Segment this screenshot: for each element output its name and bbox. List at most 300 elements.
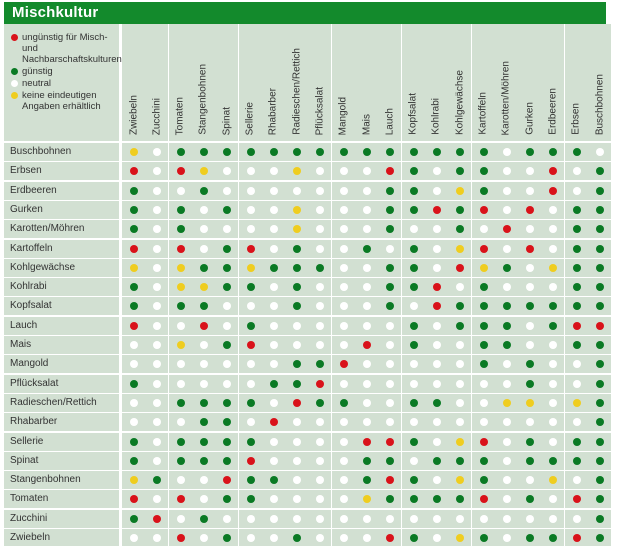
table-cell [495,336,518,354]
table-cell [518,452,541,470]
green-dot-icon [270,264,278,272]
table-cell [122,143,145,161]
table-cell [215,182,238,200]
table-cell [332,490,355,508]
column-header [495,24,518,141]
table-cell [192,452,215,470]
green-dot-icon [596,264,604,272]
table-cell [541,394,564,412]
white-dot-icon [316,438,324,446]
green-dot-icon [247,148,255,156]
table-cell [402,182,425,200]
table-cell [145,317,168,335]
table-cell [355,490,378,508]
column-header-label: Zwiebeln [128,94,139,135]
table-cell [448,297,471,315]
table-cell [239,355,262,373]
table-cell [215,375,238,393]
green-dot-icon [223,534,231,542]
table-cell [262,471,285,489]
table-cell [472,143,495,161]
green-dot-icon [410,476,418,484]
white-dot-icon [316,206,324,214]
table-cell [215,471,238,489]
green-dot-icon [177,457,185,465]
table-cell [402,220,425,238]
table-cell [448,278,471,296]
white-dot-icon [433,476,441,484]
table-cell [145,375,168,393]
table-cell [425,278,448,296]
table-cell [308,162,331,180]
table-cell [308,297,331,315]
table-cell [215,317,238,335]
white-dot-icon [316,302,324,310]
green-dot-icon [410,495,418,503]
table-cell [588,297,611,315]
table-cell [588,317,611,335]
table-cell [215,433,238,451]
column-header-label: Tomaten [174,96,186,135]
table-cell [425,452,448,470]
green-dot-icon [200,457,208,465]
green-dot-icon [596,418,604,426]
white-dot-icon [200,534,208,542]
white-dot-icon [223,167,231,175]
white-dot-icon [153,225,161,233]
green-dot-icon [480,187,488,195]
white-dot-icon [130,399,138,407]
green-dot-icon [177,148,185,156]
white-dot-icon [340,457,348,465]
yellow-dot-icon [293,167,301,175]
white-dot-icon [340,187,348,195]
white-dot-icon [363,515,371,523]
table-cell [378,259,401,277]
white-dot-icon [223,225,231,233]
white-dot-icon [247,380,255,388]
white-dot-icon [503,534,511,542]
red-dot-icon [433,206,441,214]
table-cell [285,259,308,277]
table-cell [588,490,611,508]
green-dot-icon [363,476,371,484]
table-cell [332,433,355,451]
table-cell [402,259,425,277]
table-cell [332,182,355,200]
table-cell [262,490,285,508]
white-dot-icon [549,380,557,388]
table-cell [262,259,285,277]
table-cell [122,510,145,528]
green-dot-icon [247,322,255,330]
green-dot-icon [386,283,394,291]
table-cell [285,375,308,393]
table-cell [308,143,331,161]
white-dot-icon [200,360,208,368]
red-dot-icon [130,322,138,330]
table-cell [425,182,448,200]
table-cell [472,529,495,546]
white-dot-icon [153,380,161,388]
table-cell [518,240,541,258]
white-dot-icon [316,167,324,175]
table-cell [378,143,401,161]
white-dot-icon [549,341,557,349]
table-cell [308,413,331,431]
table-cell [448,375,471,393]
red-dot-icon [573,322,581,330]
table-cell [122,471,145,489]
table-cell [169,394,192,412]
green-dot-icon [200,399,208,407]
table-cell [308,375,331,393]
column-header-label: Mangold [337,96,349,135]
table-cell [239,336,262,354]
table-cell [588,259,611,277]
table-cell [541,452,564,470]
table-cell [541,375,564,393]
table-cell [308,317,331,335]
table-cell [169,375,192,393]
green-dot-icon [433,495,441,503]
table-cell [425,317,448,335]
table-cell [448,201,471,219]
green-dot-icon [223,264,231,272]
table-cell [308,471,331,489]
white-dot-icon [433,515,441,523]
white-dot-icon [247,534,255,542]
table-cell [518,220,541,238]
white-dot-icon [549,515,557,523]
table-cell [565,259,588,277]
red-dot-icon [316,380,324,388]
table-cell [472,355,495,373]
white-dot-icon [386,341,394,349]
red-dot-icon [573,495,581,503]
green-dot-icon [270,380,278,388]
table-cell [122,336,145,354]
white-dot-icon [433,380,441,388]
white-dot-icon [526,187,534,195]
column-header [472,24,495,141]
white-dot-icon [526,515,534,523]
white-dot-icon [153,206,161,214]
table-cell [145,220,168,238]
table-cell [355,510,378,528]
table-cell [565,413,588,431]
table-cell [402,529,425,546]
table-cell [378,355,401,373]
table-cell [355,201,378,219]
table-cell [169,355,192,373]
green-dot-icon [316,148,324,156]
table-cell [308,394,331,412]
white-dot-icon [433,360,441,368]
column-header-label: Kartoffeln [477,92,489,135]
white-dot-icon [573,187,581,195]
column-header [355,24,378,141]
legend-label: neutral [22,78,52,89]
table-cell [262,529,285,546]
column-header [192,24,215,141]
table-cell [565,162,588,180]
white-dot-icon [340,534,348,542]
table-cell [332,278,355,296]
table-cell [588,143,611,161]
white-dot-icon [549,245,557,253]
table-cell [285,278,308,296]
table-cell [215,297,238,315]
yellow-dot-icon [177,283,185,291]
table-cell [192,413,215,431]
table-cell [169,529,192,546]
red-dot-icon [549,167,557,175]
column-header [565,24,588,141]
table-cell [425,162,448,180]
table-cell [495,220,518,238]
white-dot-icon [270,341,278,349]
white-dot-icon [153,438,161,446]
green-dot-icon [573,341,581,349]
green-dot-icon [11,68,18,75]
row-label: Zwiebeln [4,529,119,546]
white-dot-icon [363,418,371,426]
white-dot-icon [223,302,231,310]
table-cell [145,182,168,200]
table-cell [448,182,471,200]
white-dot-icon [410,380,418,388]
white-dot-icon [293,187,301,195]
white-dot-icon [340,341,348,349]
table-cell [425,336,448,354]
green-dot-icon [177,302,185,310]
table-cell [262,413,285,431]
table-cell [518,375,541,393]
table-cell [285,490,308,508]
table-cell [308,529,331,546]
yellow-dot-icon [456,438,464,446]
white-dot-icon [153,534,161,542]
green-dot-icon [386,206,394,214]
table-cell [518,259,541,277]
white-dot-icon [433,418,441,426]
green-dot-icon [596,380,604,388]
table-cell [518,471,541,489]
green-dot-icon [223,245,231,253]
table-cell [355,278,378,296]
white-dot-icon [456,380,464,388]
table-cell [192,529,215,546]
white-dot-icon [11,80,18,87]
white-dot-icon [433,534,441,542]
white-dot-icon [503,380,511,388]
white-dot-icon [340,515,348,523]
table-cell [285,182,308,200]
table-cell [308,355,331,373]
red-dot-icon [480,245,488,253]
table-cell [448,336,471,354]
table-cell [262,317,285,335]
table-cell [169,259,192,277]
white-dot-icon [456,341,464,349]
table-cell [122,162,145,180]
green-dot-icon [386,187,394,195]
column-header-label: Sellerie [244,101,256,135]
table-cell [308,336,331,354]
white-dot-icon [386,515,394,523]
green-dot-icon [480,457,488,465]
white-dot-icon [503,167,511,175]
table-cell [518,143,541,161]
table-cell [425,297,448,315]
green-dot-icon [177,225,185,233]
column-header-label: Gurken [524,102,536,135]
table-cell [518,278,541,296]
table-cell [169,452,192,470]
table-cell [425,143,448,161]
table-cell [169,317,192,335]
white-dot-icon [410,360,418,368]
table-cell [402,490,425,508]
row-label: Lauch [4,317,119,335]
white-dot-icon [340,438,348,446]
legend-label: ungünstig für Misch- und Nachbarschaftskulturen [22,32,122,65]
green-dot-icon [223,457,231,465]
table-cell [402,336,425,354]
white-dot-icon [293,476,301,484]
green-dot-icon [130,187,138,195]
column-header [169,24,192,141]
green-dot-icon [340,399,348,407]
table-cell [122,433,145,451]
green-dot-icon [596,283,604,291]
white-dot-icon [363,360,371,368]
table-cell [495,413,518,431]
table-cell [145,259,168,277]
green-dot-icon [596,206,604,214]
table-cell [145,201,168,219]
legend-item [11,66,115,77]
table-cell [565,201,588,219]
table-cell [518,162,541,180]
table-cell [169,143,192,161]
table-cell [588,278,611,296]
white-dot-icon [503,438,511,446]
table-cell [215,490,238,508]
column-header-label: Karotten/Möhren [500,60,512,135]
table-cell [169,336,192,354]
white-dot-icon [363,264,371,272]
table-cell [495,510,518,528]
table-cell [239,413,262,431]
table-cell [285,240,308,258]
legend-item [11,90,115,112]
table-cell [518,394,541,412]
table-cell [402,375,425,393]
white-dot-icon [433,264,441,272]
row-label: Mais [4,336,119,354]
white-dot-icon [177,360,185,368]
table-cell [192,297,215,315]
row-label: Kopfsalat [4,297,119,315]
table-cell [145,336,168,354]
green-dot-icon [293,264,301,272]
table-cell [192,162,215,180]
table-cell [169,201,192,219]
table-cell [262,297,285,315]
green-dot-icon [200,187,208,195]
green-dot-icon [270,476,278,484]
table-cell [495,375,518,393]
green-dot-icon [363,457,371,465]
row-label: Spinat [4,452,119,470]
table-cell [472,452,495,470]
table-cell [145,433,168,451]
table-cell [448,433,471,451]
white-dot-icon [316,457,324,465]
table-cell [285,317,308,335]
yellow-dot-icon [293,206,301,214]
white-dot-icon [549,206,557,214]
table-cell [378,317,401,335]
table-cell [565,471,588,489]
green-dot-icon [573,245,581,253]
legend-item [11,32,122,65]
column-header [332,24,355,141]
green-dot-icon [410,534,418,542]
green-dot-icon [573,302,581,310]
table-cell [308,201,331,219]
white-dot-icon [293,495,301,503]
table-cell [122,240,145,258]
table-cell [588,413,611,431]
green-dot-icon [456,225,464,233]
green-dot-icon [433,457,441,465]
table-cell [541,201,564,219]
table-cell [355,452,378,470]
table-cell [285,529,308,546]
table-cell [262,201,285,219]
table-cell [308,433,331,451]
white-dot-icon [316,187,324,195]
red-dot-icon [526,245,534,253]
green-dot-icon [223,206,231,214]
white-dot-icon [177,380,185,388]
white-dot-icon [573,380,581,388]
table-cell [518,413,541,431]
table-cell [565,433,588,451]
table-cell [355,297,378,315]
red-dot-icon [177,534,185,542]
row-label: Gurken [4,201,119,219]
white-dot-icon [270,457,278,465]
table-cell [378,413,401,431]
table-cell [192,510,215,528]
white-dot-icon [177,418,185,426]
table-cell [332,297,355,315]
table-cell [145,394,168,412]
green-dot-icon [130,457,138,465]
green-dot-icon [223,148,231,156]
red-dot-icon [223,476,231,484]
column-header-label: Stangenbohnen [197,64,209,135]
white-dot-icon [549,495,557,503]
white-dot-icon [270,515,278,523]
table-cell [192,220,215,238]
green-dot-icon [316,264,324,272]
white-dot-icon [480,418,488,426]
